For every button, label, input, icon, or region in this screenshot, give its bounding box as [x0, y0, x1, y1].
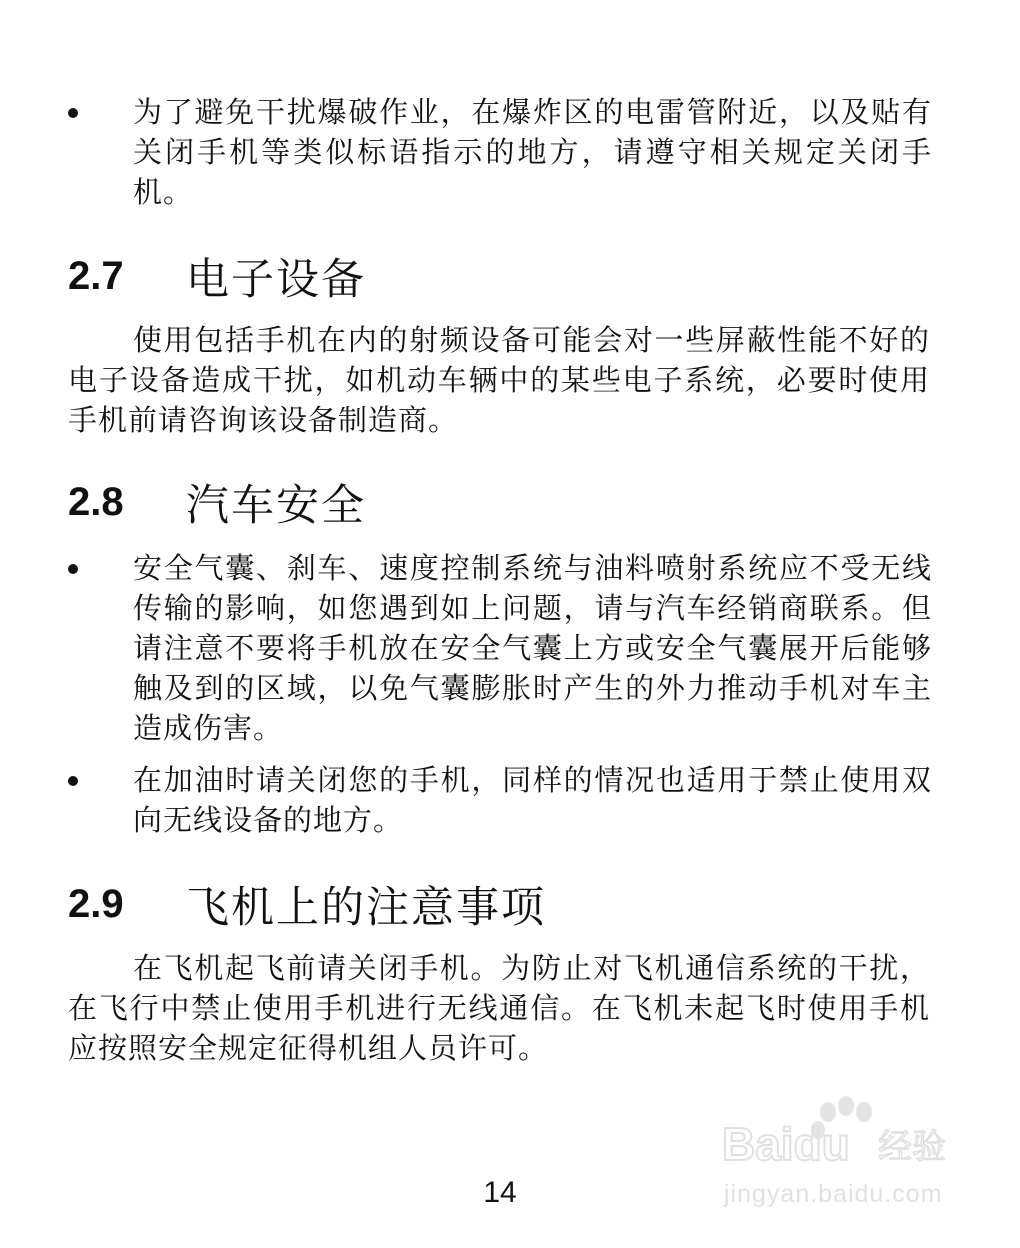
- svg-text:jingyan.baidu.com: jingyan.baidu.com: [724, 1180, 943, 1208]
- list-item: [68, 760, 932, 840]
- bullet-point: [68, 776, 78, 786]
- list-item: [68, 92, 932, 212]
- list-item-text: 为了避免干扰爆破作业，在爆炸区的电雷管附近，以及贴有关闭手机等类似标语指示的地方，请遵守相关规定关闭手机。: [133, 95, 932, 209]
- section-heading: [68, 874, 546, 934]
- list-item-text: 安全气囊、刹车、速度控制系统与油料喷射系统应不受无线传输的影响，如您遇到如上问题，请与汽车经销商联系。但请注意不要将手机放在安全气囊上方或安全气囊展开后能够触及到的区域，以免气囊膨胀时产生的外力推动手机对车主造成伤害。: [133, 551, 932, 745]
- list-item-text: 在加油时请关闭您的手机，同样的情况也适用于禁止使用双向无线设备的地方。: [133, 763, 932, 837]
- section-heading: [68, 472, 366, 532]
- section-paragraph: 在飞机起飞前请关闭手机。为防止对飞机通信系统的干扰，在飞行中禁止使用手机进行无线通信。在飞机未起飞时使用手机应按照安全规定征得机组人员许可。: [68, 951, 930, 1065]
- section-title: 电子设备: [186, 254, 366, 305]
- bullet-point: [68, 108, 78, 118]
- section-number: 2.9: [68, 881, 124, 926]
- section-number: 2.7: [68, 253, 124, 298]
- section-title: 飞机上的注意事项: [186, 882, 546, 933]
- bullet-point: [68, 564, 78, 574]
- section-number: 2.8: [68, 479, 124, 524]
- section-heading: [68, 246, 366, 306]
- svg-text:Baidu: Baidu: [722, 1118, 850, 1170]
- baidu-watermark-logo: [718, 1092, 968, 1222]
- list-item: [68, 548, 932, 748]
- section-title: 汽车安全: [186, 480, 366, 531]
- page-number: 14: [483, 1176, 517, 1209]
- svg-text:经验: 经验: [878, 1127, 946, 1167]
- section-paragraph: 使用包括手机在内的射频设备可能会对一些屏蔽性能不好的电子设备造成干扰，如机动车辆中的某些电子系统，必要时使用手机前请咨询该设备制造商。: [68, 323, 930, 437]
